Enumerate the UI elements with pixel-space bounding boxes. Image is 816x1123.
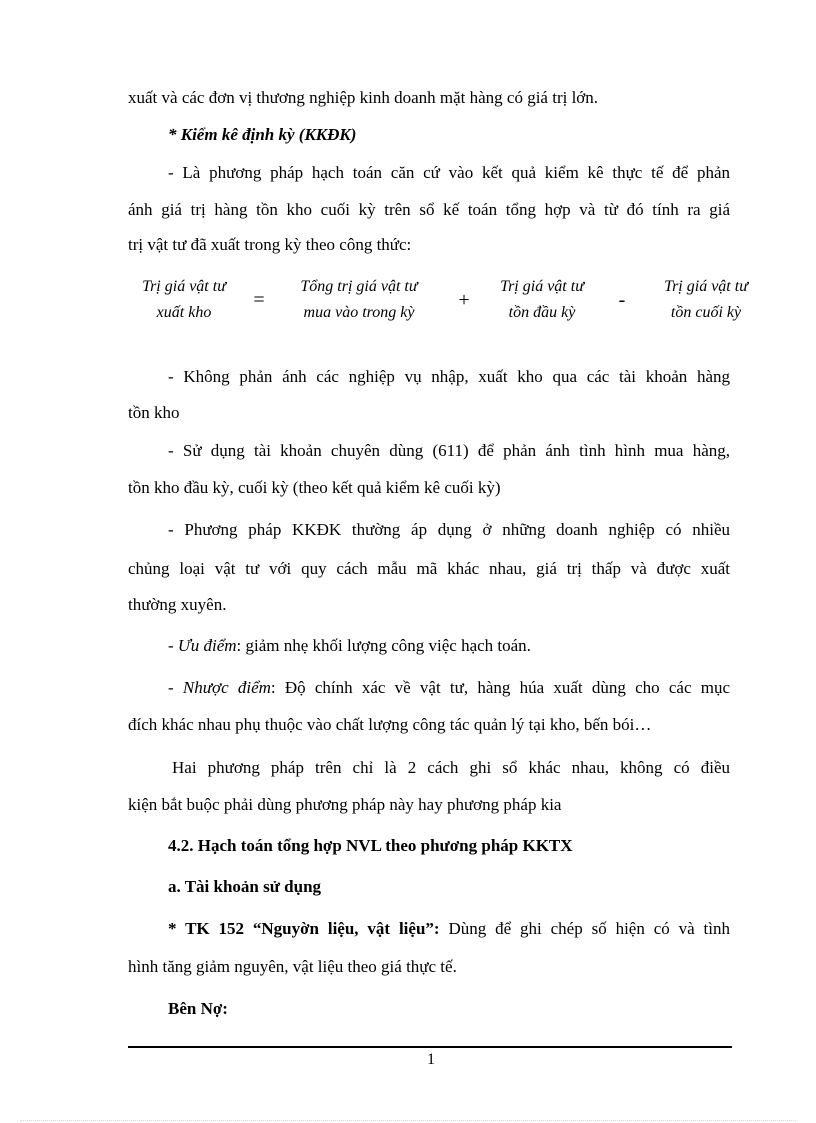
plus-sign: + xyxy=(458,289,470,311)
section-heading-kkdk: * Kiểm kê định kỳ (KKĐK) xyxy=(168,125,357,144)
paragraph-line: chủng loại vật tư với quy cách mẫu mã khác nhau, giá trị thấp và được xuất xyxy=(128,559,730,578)
paragraph-line: - Là phương pháp hạch toán căn cứ vào kết quả kiểm kê thực tế để phản xyxy=(168,163,730,182)
page-number: 1 xyxy=(427,1051,435,1068)
paragraph-line: tồn kho đầu kỳ, cuối kỳ (theo kết quả kiểm kê cuối kỳ) xyxy=(128,478,501,497)
paragraph-line-advantage: - Ưu điểm: giảm nhẹ khối lượng công việc hạch toán. xyxy=(168,636,531,655)
formula-term-2: Tổng trị giá vật tư mua vào trong kỳ xyxy=(300,278,418,321)
section-heading-4-2: 4.2. Hạch toán tổng hợp NVL theo phương pháp KKTX xyxy=(168,836,573,855)
paragraph-line: hình tăng giảm nguyên, vật liệu theo giá thực tế. xyxy=(128,957,457,976)
paragraph-line: đích khác nhau phụ thuộc vào chất lượng công tác quản lý tại kho, bến bói… xyxy=(128,715,652,734)
paragraph-line: - Phương pháp KKĐK thường áp dụng ở những doanh nghiệp có nhiều xyxy=(168,520,730,539)
subheading-accounts-used: a. Tài khoản sử dụng xyxy=(168,877,322,896)
paragraph-line: kiện bắt buộc phải dùng phương pháp này hay phương pháp kia xyxy=(128,795,562,814)
paragraph-line: - Sử dụng tài khoản chuyên dùng (611) để phản ánh tình hình mua hàng, xyxy=(168,441,730,460)
footer-rule xyxy=(128,1046,732,1048)
page-bottom-border xyxy=(20,1120,796,1121)
ben-no-label: Bên Nợ: xyxy=(168,999,228,1018)
paragraph-line: ánh giá trị hàng tồn kho cuối kỳ trên sổ kế toán tổng hợp và từ đó tính ra giá xyxy=(128,200,730,219)
paragraph-line-tk152: * TK 152 “Nguyờn liệu, vật liệu”: Dùng để ghi chép số hiện có và tình xyxy=(168,919,731,938)
tk152-label: * TK 152 “Nguyờn liệu, vật liệu”: xyxy=(168,919,440,938)
paragraph-line-disadvantage: - Nhược điểm: Độ chính xác về vật tư, hàng húa xuất dùng cho các mục xyxy=(168,678,730,697)
paragraph-line: thường xuyên. xyxy=(128,595,227,614)
paragraph-line: - Không phản ánh các nghiệp vụ nhập, xuất kho qua các tài khoản hàng xyxy=(168,367,730,386)
term-disadvantage: Nhược điểm xyxy=(182,678,271,697)
paragraph-line: tồn kho xyxy=(128,403,180,422)
paragraph-line: Hai phương pháp trên chỉ là 2 cách ghi sổ khác nhau, không có điều xyxy=(172,758,730,777)
formula-term-1: Trị giá vật tư xuất kho xyxy=(142,278,226,321)
formula-term-4: Trị giá vật tư tồn cuối kỳ xyxy=(664,278,748,321)
paragraph-line: xuất và các đơn vị thương nghiệp kinh doanh mặt hàng có giá trị lớn. xyxy=(128,88,599,107)
equals-sign: = xyxy=(253,289,265,311)
paragraph-line: trị vật tư đã xuất trong kỳ theo công thức: xyxy=(128,235,412,254)
formula-term-3: Trị giá vật tư tồn đầu kỳ xyxy=(500,278,584,321)
term-advantage: Ưu điểm xyxy=(177,636,237,655)
minus-sign: - xyxy=(618,289,626,311)
